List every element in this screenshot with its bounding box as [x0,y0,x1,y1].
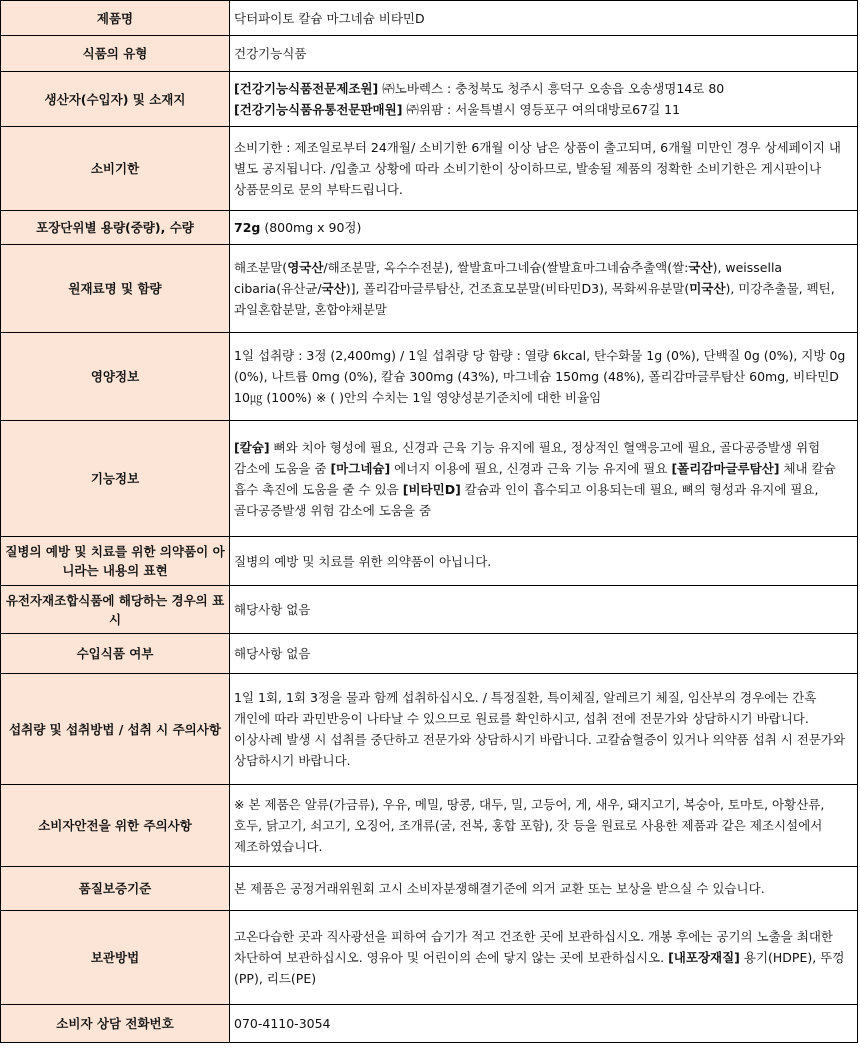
row-value [230,911,858,1005]
text-segment: ㈜위팜 : 서울특별시 영등포구 여의대방로67길 11 [402,102,681,117]
row-label: 질병의 예방 및 치료를 위한 의약품이 아니라는 내용의 표현 [1,537,230,586]
row-label: 제품명 [1,1,230,36]
bold-text-segment: 국산 [321,281,346,296]
bold-text-segment: [건강기능식품유통전문판매원] [234,102,403,117]
text-segment: 용기(HDPE), 뚜껑(PP), 리드(PE) [234,950,845,986]
bold-text-segment: 국산 [688,260,713,275]
text-segment: 칼슘과 인이 흡수되고 이용되는데 필요, 뼈의 형성과 유지에 필요, 골다공증발생 위험 감소에 도움을 줌 [234,481,819,518]
row-storage [1,911,858,1005]
row-label: 수입식품 여부 [1,634,230,674]
row-label: 식품의 유형 [1,36,230,72]
text-segment: 해당사항 없음 [234,602,311,617]
row-label: 생산자(수입자) 및 소재지 [1,72,230,127]
row-nutrition [1,333,858,421]
row-label: 유전자재조합식품에 해당하는 경우의 표시 [1,586,230,634]
text-segment: ), 미강추출물, 펙틴, 과일혼합분말, 혼합야채분말 [234,281,835,317]
text-segment: 본 제품은 공정거래위원회 고시 소비자분쟁해결기준에 의거 교환 또는 보상을 받으실 수 있습니다. [234,881,765,896]
bold-text-segment: [마그네슘] [330,460,391,476]
row-label: 소비자 상담 전화번호 [1,1005,230,1043]
text-segment: 건강기능식품 [234,46,307,61]
bold-text-segment: 72g [234,220,261,235]
text-segment: )], 폴리감마글루탐산, 건조효모분말(비타민D3), 목화씨유분말( [345,281,690,296]
text-segment: 소비기한 : 제조일로부터 24개월/ 소비기한 6개월 이상 남은 상품이 출고되며, 6개월 미만인 경우 상세페이지 내 별도 공지됩니다. /입출고 상황에 따라 소비기한이 상이하므로, 발송될 제품의 정확한 소비기한은 게시판이나 상품문의로 문의 부탁드립니다. [234,140,841,197]
row-label: 영양정보 [1,333,230,421]
bold-text-segment: [내포장재질] [668,950,740,965]
row-value [230,537,858,586]
text-segment: 1일 1회, 1회 3정을 물과 함께 섭취하십시오. / 특정질환, 특이체질, 알레르기 체질, 임산부의 경우에는 간혹 개인에 따라 과민반응이 나타날 수 있으므로 원료를 확인하시고, 섭취 전에 전문가와 상담하시기 바랍니다. 이상사례 발생 시 섭취를 중단하고 전문가와 상담하시기 바랍니다. 고칼슘혈증이 있거나 의약품 섭취 시 전문가와 상담하시기 바랍니다. [234,690,846,768]
row-value [230,245,858,333]
row-value [230,72,858,127]
row-value [230,1005,858,1043]
row-label: 섭취량 및 섭취방법 / 섭취 시 주의사항 [1,674,230,785]
row-label: 소비자안전을 위한 주의사항 [1,785,230,867]
row-value [230,127,858,211]
row-contact [1,1005,858,1043]
row-value [230,421,858,537]
text-segment: 해조분말( [234,260,288,275]
row-value [230,1,858,36]
row-label: 소비기한 [1,127,230,211]
text-segment: ), weissella cibaria(유산균/ [234,260,783,296]
text-segment: /해조분말, 옥수수전분), 쌀발효마그네슘(쌀발효마그네슘추출액(쌀: [323,260,689,275]
bold-text-segment: [폴리감마글루탐산] [671,460,780,476]
text-segment: 에너지 이용에 필요, 신경과 근육 기능 유지에 필요 [390,460,672,476]
row-value [230,333,858,421]
bold-text-segment: [비타민D] [402,481,461,497]
text-segment: 1일 섭취량 : 3정 (2,400mg) / 1일 섭취량 당 함량 : 열량 6kcal, 탄수화물 1g (0%), 단백질 0g (0%), 지방 0g (0%), 나트륨 0mg (0%), 칼슘 300mg (43%), 마그네슘 150mg (48%), 폴리감마글루탐산 60mg, 비타민D 10㎍ (100%) ※ ( )안의 수치는 1일 영양성분기준치에 대한 비율임 [234,348,846,405]
row-imported [1,634,858,674]
row-safety [1,785,858,867]
row-ingredients [1,245,858,333]
row-label: 품질보증기준 [1,867,230,911]
row-label: 포장단위별 용량(중량), 수량 [1,211,230,245]
bold-text-segment: [건강기능식품전문제조원] [234,81,379,96]
row-manufacturer [1,72,858,127]
text-segment: 체내 칼슘 흡수 촉진에 도움을 줄 수 있음 [234,460,836,497]
product-info-body [1,1,858,1043]
text-segment: ㈜노바렉스 : 충청북도 청주시 흥덕구 오송읍 오송생명14로 80 [378,81,725,96]
row-value [230,586,858,634]
text-segment: 뼈와 치아 형성에 필요, 신경과 근육 기능 유지에 필요, 정상적인 혈액응고에 필요, 골다공증발생 위험 감소에 도움을 줌 [234,439,821,476]
text-segment: ※ 본 제품은 알류(가금류), 우유, 메밀, 땅콩, 대두, 밀, 고등어, 게, 새우, 돼지고기, 복숭아, 토마토, 아황산류, 호두, 닭고기, 쇠고기, 오징어, 조개류(굴, 전복, 홍합 포함), 잣 등을 원료로 사용한 제품과 같은 제조시설에서 제조하였습니다. [234,797,825,854]
row-package-size [1,211,858,245]
row-value [230,674,858,785]
row-gmo [1,586,858,634]
row-value [230,867,858,911]
text-segment: 070-4110-3054 [234,1016,331,1031]
row-quality [1,867,858,911]
text-segment: (800mg x 90정) [260,220,362,235]
row-value [230,36,858,72]
row-label: 기능정보 [1,421,230,537]
row-label: 보관방법 [1,911,230,1005]
bold-text-segment: 미국산 [689,281,726,296]
row-product-name [1,1,858,36]
row-not-medicine [1,537,858,586]
row-value [230,634,858,674]
bold-text-segment: 영국산 [287,260,324,275]
row-intake [1,674,858,785]
row-expiration [1,127,858,211]
text-segment: 고온다습한 곳과 직사광선을 피하여 습기가 적고 건조한 곳에 보관하십시오. 개봉 후에는 공기의 노출을 최대한 차단하여 보관하십시오. 영유아 및 어린이의 손에 닿지 않는 곳에 보관하십시오. [234,929,834,965]
text-segment: 닥터파이토 칼슘 마그네슘 비타민D [234,10,425,26]
text-segment: 해당사항 없음 [234,646,311,661]
text-segment: 질병의 예방 및 치료를 위한 의약품이 아닙니다. [234,553,492,569]
row-label: 원재료명 및 함량 [1,245,230,333]
row-function [1,421,858,537]
row-value [230,785,858,867]
row-food-type [1,36,858,72]
row-value [230,211,858,245]
bold-text-segment: [칼슘] [234,439,270,455]
